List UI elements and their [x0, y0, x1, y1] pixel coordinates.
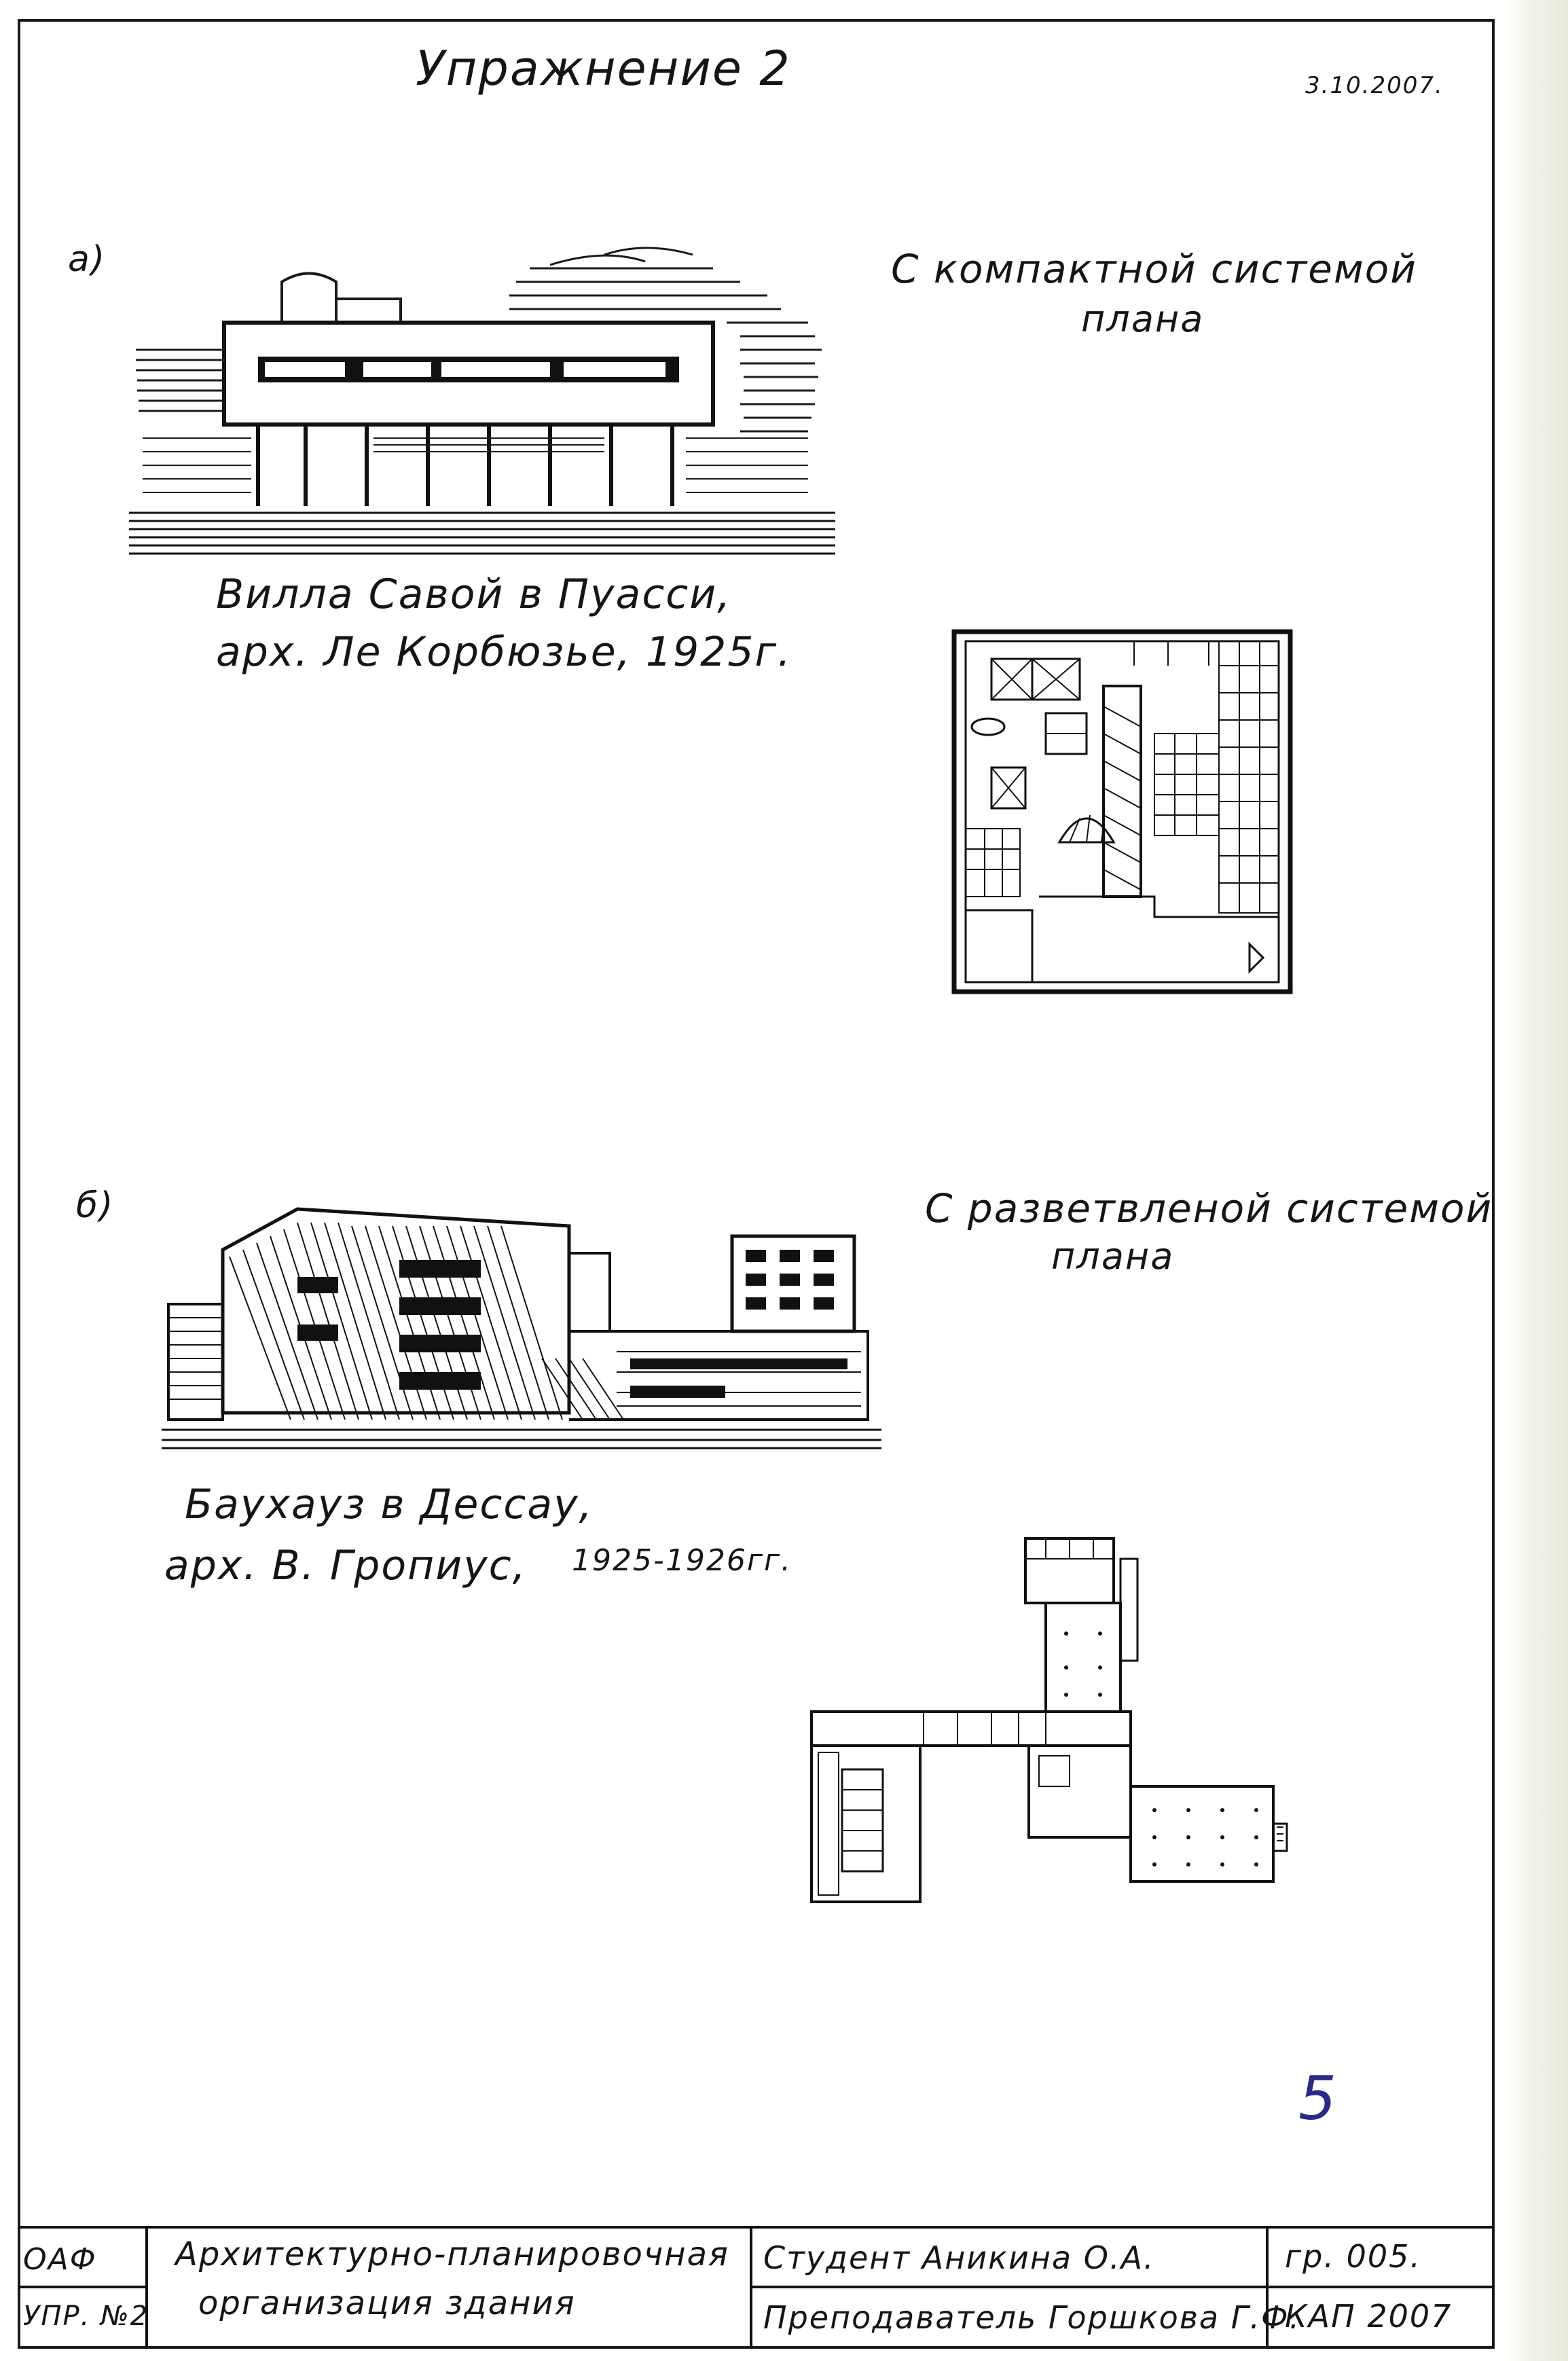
stamp-sheet: УПР. №2	[23, 2301, 149, 2332]
date-label: 3.10.2007.	[1305, 72, 1444, 99]
section-a-plan-type: С компактной системой	[891, 246, 1417, 292]
stamp-teacher: Преподаватель Горшкова Г.Ф.	[763, 2299, 1301, 2336]
stamp-course: КАП 2007	[1285, 2298, 1453, 2335]
section-b-caption-2b: 1925-1926гг.	[572, 1543, 792, 1578]
section-a-caption: Вилла Савой в Пуасси,	[216, 571, 732, 618]
bauhaus-floor-plan	[801, 1532, 1290, 1912]
section-b-caption-2a: арх. В. Гропиус,	[164, 1542, 527, 1589]
bauhaus-dessau-sketch	[162, 1195, 881, 1454]
stamp-subject: Архитектурно-планировочная	[175, 2235, 729, 2273]
page-mark: 5	[1298, 2063, 1336, 2133]
title-block	[18, 2224, 1495, 2349]
section-a-caption-2: арх. Ле Корбюзье, 1925г.	[216, 628, 792, 676]
section-b-plan-type: С разветвленой системой	[925, 1185, 1493, 1231]
section-b-marker: б)	[76, 1185, 115, 1226]
stamp-dept: ОАФ	[23, 2242, 97, 2277]
stamp-student: Студент Аникина О.А.	[763, 2239, 1155, 2276]
villa-savoye-sketch	[129, 234, 835, 557]
section-a-plan-type-2: плана	[1081, 298, 1205, 340]
villa-savoye-floor-plan	[951, 625, 1297, 998]
section-b-plan-type-2: плана	[1051, 1235, 1175, 1278]
sheet-title: Упражнение 2	[416, 41, 791, 96]
section-a-marker: а)	[68, 239, 107, 280]
scan-edge	[1504, 0, 1568, 2361]
stamp-group: гр. 005.	[1285, 2238, 1422, 2275]
stamp-subject-2: организация здания	[198, 2284, 576, 2322]
section-b-caption: Баухауз в Дессау,	[185, 1481, 594, 1528]
